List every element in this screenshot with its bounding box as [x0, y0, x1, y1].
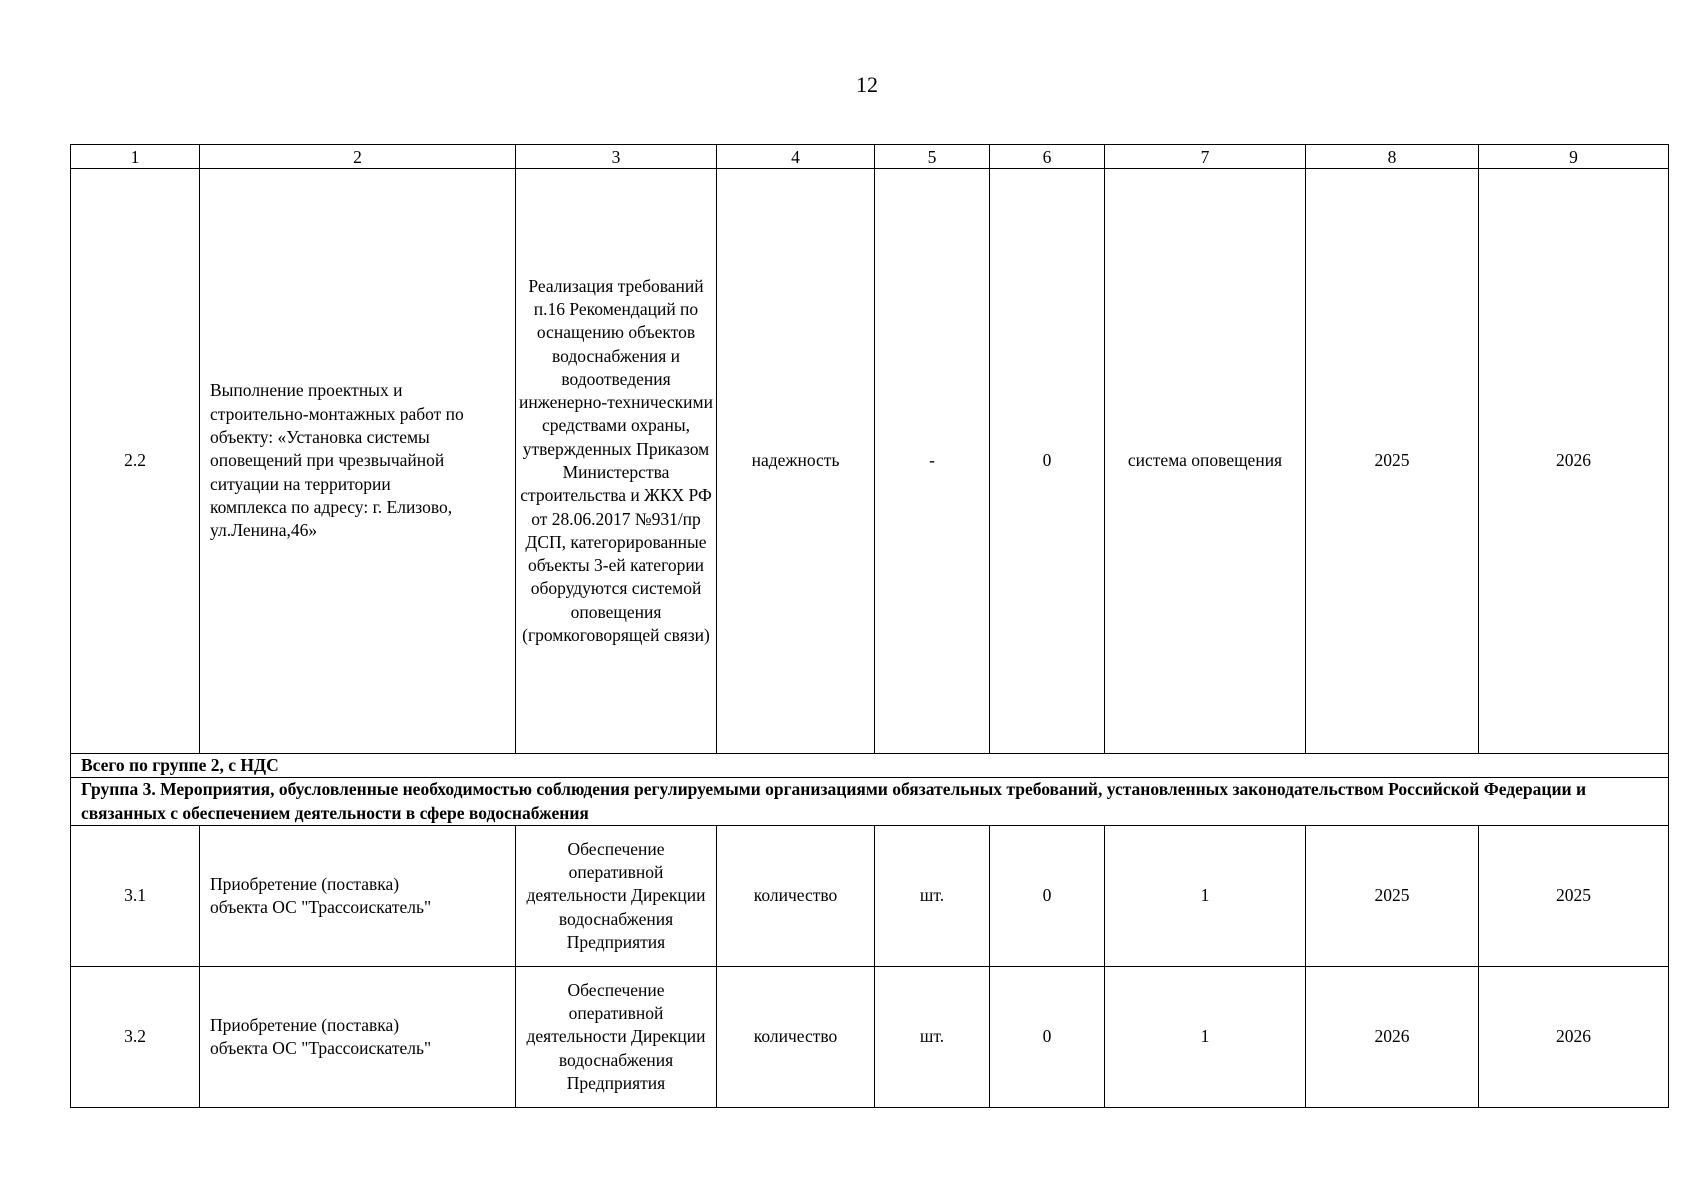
- value-after: 1: [1105, 966, 1306, 1107]
- unit: шт.: [875, 966, 990, 1107]
- measure-purpose: Реализация требований п.16 Рекомендаций по оснащению объектов водоснабжения и водоотведения инженерно-техническими средствами охраны, утвержденных Приказом Министерства строительства и ЖКХ РФ от 28.06.2017 №931/пр ДСП, категорированные объекты 3-ей категории оборудуются системой оповещения (громкоговорящей связи): [516, 169, 717, 754]
- column-number: 2: [200, 145, 516, 169]
- unit: -: [875, 169, 990, 754]
- table-row: [71, 169, 1669, 754]
- column-number: 8: [1306, 145, 1479, 169]
- value-before: 0: [990, 169, 1105, 754]
- column-number: 6: [990, 145, 1105, 169]
- measure-purpose: Обеспечение оперативной деятельности Дирекции водоснабжения Предприятия: [516, 825, 717, 966]
- measure-name: Приобретение (поставка) объекта ОС "Трассоискатель": [200, 966, 516, 1107]
- measure-name: Приобретение (поставка) объекта ОС "Трассоискатель": [200, 825, 516, 966]
- start-year: 2026: [1306, 966, 1479, 1107]
- column-number: 4: [717, 145, 875, 169]
- measure-number: 3.2: [71, 966, 200, 1107]
- end-year: 2025: [1479, 825, 1669, 966]
- indicator: количество: [717, 966, 875, 1107]
- group-3-title: Группа 3. Мероприятия, обусловленные необходимостью соблюдения регулируемыми организациями обязательных требований, установленных законодательством Российской Федерации и связанных с обеспечением деятельности в сфере водоснабжения: [71, 778, 1669, 826]
- page-number: 12: [856, 72, 878, 97]
- column-number: 1: [71, 145, 200, 169]
- measure-number: 2.2: [71, 169, 200, 754]
- end-year: 2026: [1479, 169, 1669, 754]
- column-number: 5: [875, 145, 990, 169]
- group-title-row: [71, 778, 1669, 826]
- measure-number: 3.1: [71, 825, 200, 966]
- measure-name: Выполнение проектных и строительно-монтажных работ по объекту: «Установка системы оповещений при чрезвычайной ситуации на территории комплекса по адресу: г. Елизово, ул.Ленина,46»: [200, 169, 516, 754]
- column-number: 3: [516, 145, 717, 169]
- value-after: система оповещения: [1105, 169, 1306, 754]
- measure-purpose: Обеспечение оперативной деятельности Дирекции водоснабжения Предприятия: [516, 966, 717, 1107]
- value-after: 1: [1105, 825, 1306, 966]
- unit: шт.: [875, 825, 990, 966]
- table-row: [71, 966, 1669, 1107]
- start-year: 2025: [1306, 825, 1479, 966]
- group-2-total: Всего по группе 2, с НДС: [71, 754, 1669, 778]
- column-number: 7: [1105, 145, 1306, 169]
- column-number-row: [71, 145, 1669, 169]
- start-year: 2025: [1306, 169, 1479, 754]
- value-before: 0: [990, 825, 1105, 966]
- column-number: 9: [1479, 145, 1669, 169]
- indicator: количество: [717, 825, 875, 966]
- indicator: надежность: [717, 169, 875, 754]
- end-year: 2026: [1479, 966, 1669, 1107]
- value-before: 0: [990, 966, 1105, 1107]
- measures-table: [70, 144, 1669, 1108]
- table-row: [71, 825, 1669, 966]
- group-total-row: [71, 754, 1669, 778]
